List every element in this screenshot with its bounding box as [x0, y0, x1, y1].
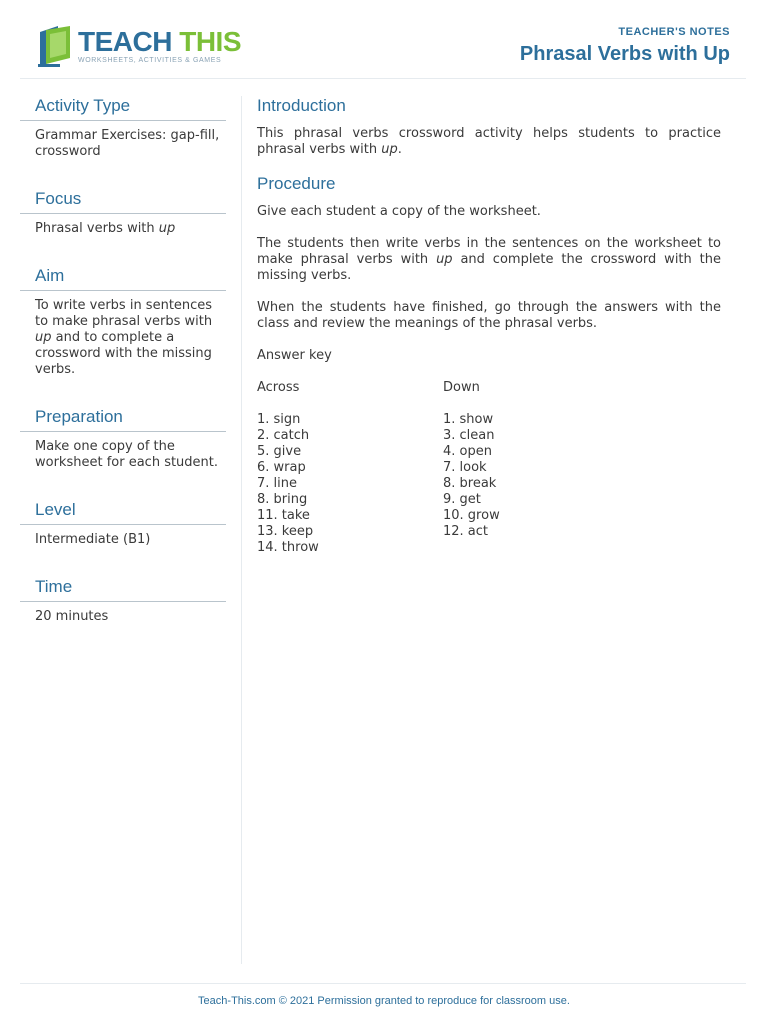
preparation-section [20, 407, 226, 471]
focus-heading: Focus [20, 189, 226, 214]
focus-text-main: Phrasal verbs with [35, 221, 159, 236]
focus-section [20, 189, 226, 237]
book-logo-icon [36, 24, 76, 68]
across-item: 6. wrap [257, 460, 306, 475]
procedure-paragraph-1: Give each student a copy of the worksheet. [257, 204, 541, 219]
aim-text-after: and to complete a crossword with the missing verbs. [35, 330, 212, 377]
down-item: 10. grow [443, 508, 500, 523]
aim-text-em: up [35, 330, 52, 345]
down-item: 12. act [443, 524, 489, 539]
down-item: 9. get [443, 492, 481, 507]
time-heading: Time [20, 577, 226, 602]
procedure-p2-after: and complete the crossword with the missing verbs. [257, 252, 721, 283]
logo-teach: TEACH [78, 26, 172, 57]
procedure-paragraph-3: When the students have finished, go through the answers with the class and review the meanings of the phrasal verbs. [257, 300, 721, 331]
footer-divider [20, 983, 746, 984]
level-heading: Level [20, 500, 226, 525]
across-item: 14. throw [257, 540, 319, 555]
procedure-paragraph-2 [257, 236, 721, 284]
down-item: 8. break [443, 476, 497, 491]
aim-text-before: To write verbs in sentences to make phrasal verbs with [35, 298, 213, 329]
procedure-p2-em: up [436, 252, 453, 267]
aim-text [20, 291, 226, 378]
teach-this-logo [36, 24, 242, 70]
across-item: 1. sign [257, 412, 301, 427]
down-item: 7. look [443, 460, 487, 475]
logo-tagline: WORKSHEETS, ACTIVITIES & GAMES [78, 57, 222, 64]
procedure-heading: Procedure [257, 174, 336, 193]
aim-section [20, 266, 226, 378]
across-item: 5. give [257, 444, 302, 459]
focus-text [20, 214, 226, 237]
activity-type-heading: Activity Type [20, 96, 226, 121]
answer-key-columns [257, 380, 721, 556]
preparation-heading: Preparation [20, 407, 226, 432]
header-divider [20, 78, 746, 79]
introduction-text-before: This phrasal verbs crossword activity helps students to practice phrasal verbs with [257, 126, 721, 157]
introduction-text-after: . [397, 142, 402, 157]
focus-text-em: up [158, 221, 176, 236]
activity-type-text: Grammar Exercises: gap-fill, crossword [35, 128, 220, 159]
answer-key-label: Answer key [257, 348, 332, 363]
logo-wordmark [78, 26, 241, 58]
across-item: 11. take [257, 508, 310, 523]
down-item: 4. open [443, 444, 492, 459]
across-item: 8. bring [257, 492, 308, 507]
level-section [20, 500, 226, 548]
header-right [520, 26, 730, 66]
down-item: 1. show [443, 412, 494, 427]
footer-copyright: Teach-This.com © 2021 Permission granted to reproduce for classroom use. [198, 995, 570, 1007]
activity-type-section [20, 96, 226, 160]
time-section [20, 577, 226, 625]
sidebar [20, 96, 226, 625]
column-divider [241, 96, 242, 964]
down-item: 3. clean [443, 428, 495, 443]
teachers-notes-label: TEACHER'S NOTES [618, 26, 730, 38]
page-title: Phrasal Verbs with Up [519, 43, 730, 65]
across-item: 7. line [257, 476, 297, 491]
across-item: 13. keep [257, 524, 314, 539]
logo-this: THIS [179, 26, 242, 57]
preparation-text: Make one copy of the worksheet for each student. [35, 439, 219, 470]
introduction-heading: Introduction [257, 96, 346, 115]
procedure-p2-before: The students then write verbs in the sentences on the worksheet to make phrasal verbs with [257, 236, 721, 267]
across-item: 2. catch [257, 428, 310, 443]
time-text: 20 minutes [35, 609, 109, 624]
aim-heading: Aim [20, 266, 226, 291]
answer-key-across [257, 380, 443, 556]
answer-key-down [443, 380, 629, 556]
introduction-text-em: up [381, 142, 398, 157]
introduction-text [257, 126, 721, 158]
level-text: Intermediate (B1) [35, 532, 151, 547]
across-label: Across [257, 380, 300, 395]
down-label: Down [443, 380, 480, 395]
main-content [257, 96, 721, 556]
